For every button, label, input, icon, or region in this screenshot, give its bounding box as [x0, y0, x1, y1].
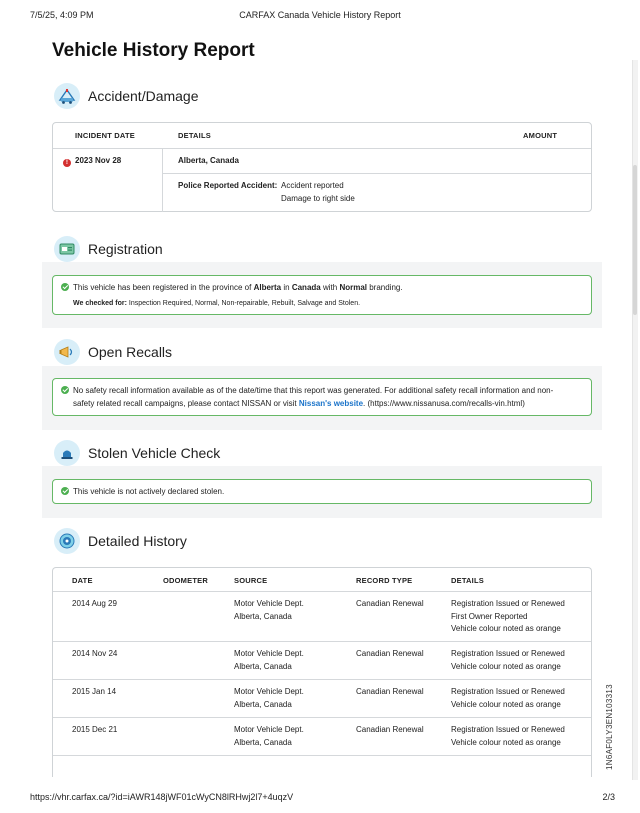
col-odometer: ODOMETER	[163, 576, 208, 585]
nissan-website-link[interactable]: Nissan's website	[298, 399, 364, 408]
history-section-header	[54, 526, 187, 556]
history-row-2-record-type: Canadian Renewal	[356, 649, 424, 658]
reg-text-with: with	[322, 283, 338, 292]
reg-text-in: in	[283, 283, 290, 292]
row-4-source-line2: Alberta, Canada	[234, 737, 292, 747]
recalls-section-header	[54, 337, 172, 367]
recalls-line2-post: . (https://www.nissanusa.com/recalls-vin.html)	[363, 399, 525, 408]
reg-checked-label: We checked for:	[73, 300, 127, 307]
row-4-source-line1: Motor Vehicle Dept.	[234, 725, 304, 734]
row-2-detail-2: Vehicle colour noted as orange	[451, 661, 561, 671]
divider	[53, 148, 591, 149]
divider	[53, 717, 591, 718]
row-4-detail-2: Vehicle colour noted as orange	[451, 737, 561, 747]
reg-country: Canada	[291, 283, 321, 292]
check-icon	[61, 487, 69, 495]
alert-icon: !	[63, 159, 71, 167]
history-heading: Detailed History	[88, 533, 187, 549]
col-date: DATE	[72, 576, 93, 585]
incident-date	[63, 155, 121, 168]
row-2-source-line2: Alberta, Canada	[234, 661, 292, 671]
history-row-3-record-type: Canadian Renewal	[356, 687, 424, 696]
divider	[53, 641, 591, 642]
history-row-3-source	[234, 686, 304, 711]
reg-text-pre: This vehicle has been registered in the province of	[73, 283, 252, 292]
history-row-2-source	[234, 648, 304, 673]
recalls-line1: No safety recall information available as of the date/time that this report was generated. For additional safety recall information and non-	[73, 386, 554, 395]
history-row-4-date: 2015 Dec 21	[72, 725, 118, 734]
accident-heading: Accident/Damage	[88, 88, 199, 104]
police-light-icon	[54, 440, 80, 466]
registration-icon	[54, 236, 80, 262]
history-row-1-record-type: Canadian Renewal	[356, 599, 424, 608]
col-incident-date: INCIDENT DATE	[75, 131, 135, 140]
print-page-number: 2/3	[602, 792, 615, 802]
check-icon	[61, 283, 69, 291]
recalls-heading: Open Recalls	[88, 344, 173, 360]
row-1-source-line2: Alberta, Canada	[234, 611, 292, 621]
incident-location: Alberta, Canada	[178, 156, 239, 165]
accident-section-header	[54, 81, 199, 111]
col-details: DETAILS	[178, 131, 211, 140]
history-table	[52, 567, 592, 777]
row-2-source-line1: Motor Vehicle Dept.	[234, 649, 304, 658]
registration-section-header	[54, 234, 163, 264]
incident-detail-line2: Damage to right side	[281, 194, 355, 203]
row-1-detail-3: Vehicle colour noted as orange	[451, 624, 561, 633]
reg-branding: Normal	[339, 283, 367, 292]
col-amount: AMOUNT	[523, 131, 558, 140]
history-row-1-source	[234, 598, 304, 623]
row-3-source-line2: Alberta, Canada	[234, 699, 292, 709]
row-4-detail-1: Registration Issued or Renewed	[451, 725, 565, 734]
history-row-1-details	[451, 598, 565, 636]
registration-text	[61, 281, 403, 294]
row-2-detail-1: Registration Issued or Renewed	[451, 649, 565, 658]
row-1-detail-1: Registration Issued or Renewed	[451, 599, 565, 608]
divider	[162, 148, 163, 212]
incident-date-text: 2023 Nov 28	[75, 156, 122, 165]
print-header	[0, 10, 640, 24]
row-3-detail-1: Registration Issued or Renewed	[451, 687, 565, 696]
divider	[163, 173, 591, 174]
history-row-4-record-type: Canadian Renewal	[356, 725, 424, 734]
check-icon	[61, 386, 69, 394]
vin-text: 1N6AF0LY3EN103313	[605, 684, 614, 770]
accident-icon	[54, 83, 80, 109]
history-row-2-date: 2014 Nov 24	[72, 649, 118, 658]
stolen-text-value: This vehicle is not actively declared stolen.	[73, 487, 225, 496]
divider	[53, 591, 591, 592]
history-row-2-details	[451, 648, 565, 673]
reg-text-post: branding.	[369, 283, 403, 292]
recalls-message	[52, 378, 592, 416]
page-title: Vehicle History Report	[52, 40, 255, 61]
reg-checked-items: Inspection Required, Normal, Non-repairable, Rebuilt, Salvage and Stolen.	[128, 300, 361, 307]
megaphone-icon	[54, 339, 80, 365]
history-row-4-details	[451, 724, 565, 749]
col-details: DETAILS	[451, 576, 484, 585]
vin-label	[594, 684, 614, 770]
reg-province: Alberta	[253, 283, 282, 292]
history-row-4-source	[234, 724, 304, 749]
col-source: SOURCE	[234, 576, 268, 585]
divider	[53, 755, 591, 756]
history-row-3-details	[451, 686, 565, 711]
incident-detail-line1: Accident reported	[281, 181, 344, 190]
stolen-heading: Stolen Vehicle Check	[88, 445, 221, 461]
stolen-section-header	[54, 438, 220, 468]
print-datetime: 7/5/25, 4:09 PM	[30, 10, 94, 20]
history-row-3-date: 2015 Jan 14	[72, 687, 117, 696]
stolen-text	[61, 485, 224, 498]
recalls-line2-pre: safety related recall campaigns, please contact NISSAN or visit	[73, 399, 297, 408]
incident-detail-label: Police Reported Accident:	[178, 181, 278, 190]
registration-message	[52, 275, 592, 315]
divider	[53, 679, 591, 680]
print-url: https://vhr.carfax.ca/?id=iAWR148jWF01cWyCN8lRHwj2l7+4uqzV	[30, 792, 294, 802]
accident-table	[52, 122, 592, 212]
row-1-source-line1: Motor Vehicle Dept.	[234, 599, 304, 608]
recalls-text	[61, 384, 586, 410]
history-row-1-date: 2014 Aug 29	[72, 599, 117, 608]
stolen-message	[52, 479, 592, 504]
row-1-detail-2: First Owner Reported	[451, 611, 528, 621]
registration-heading: Registration	[88, 241, 163, 257]
registration-checked	[73, 297, 360, 310]
print-title: CARFAX Canada Vehicle History Report	[239, 10, 401, 20]
row-3-detail-2: Vehicle colour noted as orange	[451, 699, 561, 709]
scrollbar-thumb[interactable]	[633, 165, 637, 315]
odometer-icon	[54, 528, 80, 554]
col-record-type: RECORD TYPE	[356, 576, 413, 585]
row-3-source-line1: Motor Vehicle Dept.	[234, 687, 304, 696]
